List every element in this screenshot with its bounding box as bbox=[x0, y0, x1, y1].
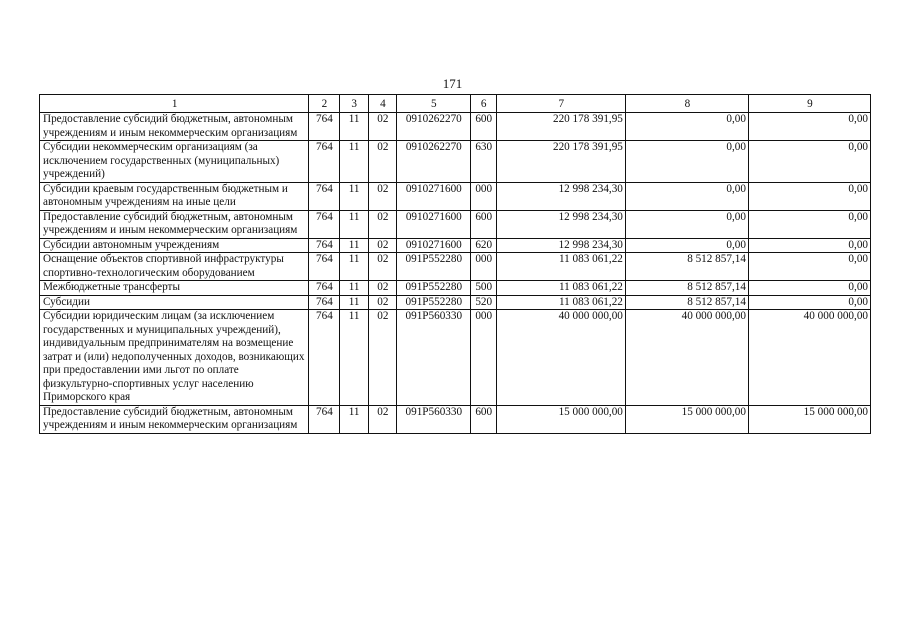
row-code-c6: 500 bbox=[470, 281, 496, 296]
table-row bbox=[40, 405, 871, 433]
row-code-c4: 02 bbox=[368, 253, 396, 281]
row-code-c4: 02 bbox=[368, 210, 396, 238]
column-header: 1 bbox=[40, 95, 309, 113]
row-code-c4: 02 bbox=[368, 310, 396, 406]
row-code-c6: 620 bbox=[470, 238, 496, 253]
row-code-c5: 0910271600 bbox=[396, 182, 470, 210]
row-name: Субсидии bbox=[40, 295, 309, 310]
row-name: Субсидии краевым государственным бюджетным и автономным учреждениям на иные цели bbox=[40, 182, 309, 210]
table-row bbox=[40, 182, 871, 210]
row-amount-c9: 0,00 bbox=[748, 210, 870, 238]
row-amount-c8: 40 000 000,00 bbox=[625, 310, 748, 406]
row-name: Предоставление субсидий бюджетным, автономным учреждениям и иным некоммерческим организациям bbox=[40, 113, 309, 141]
row-code-c3: 11 bbox=[339, 141, 368, 183]
row-amount-c9: 0,00 bbox=[748, 182, 870, 210]
row-code-c6: 000 bbox=[470, 253, 496, 281]
row-amount-c7: 11 083 061,22 bbox=[496, 281, 625, 296]
row-amount-c8: 0,00 bbox=[625, 238, 748, 253]
column-header: 2 bbox=[309, 95, 339, 113]
column-header: 3 bbox=[339, 95, 368, 113]
row-code-c4: 02 bbox=[368, 238, 396, 253]
row-code-c3: 11 bbox=[339, 310, 368, 406]
row-amount-c9: 0,00 bbox=[748, 253, 870, 281]
column-header: 7 bbox=[496, 95, 625, 113]
row-code-c2: 764 bbox=[309, 281, 339, 296]
row-amount-c7: 12 998 234,30 bbox=[496, 210, 625, 238]
row-name: Субсидии некоммерческим организациям (за исключением государственных (муниципальных) учреждений) bbox=[40, 141, 309, 183]
row-code-c6: 600 bbox=[470, 405, 496, 433]
row-code-c5: 0910262270 bbox=[396, 141, 470, 183]
row-code-c6: 000 bbox=[470, 310, 496, 406]
row-code-c4: 02 bbox=[368, 405, 396, 433]
row-code-c5: 091P552280 bbox=[396, 253, 470, 281]
column-header: 9 bbox=[748, 95, 870, 113]
budget-table bbox=[39, 94, 871, 434]
row-amount-c9: 0,00 bbox=[748, 295, 870, 310]
row-amount-c8: 0,00 bbox=[625, 113, 748, 141]
row-code-c2: 764 bbox=[309, 238, 339, 253]
row-amount-c9: 40 000 000,00 bbox=[748, 310, 870, 406]
row-amount-c7: 11 083 061,22 bbox=[496, 253, 625, 281]
row-code-c5: 091P552280 bbox=[396, 295, 470, 310]
row-code-c4: 02 bbox=[368, 281, 396, 296]
row-code-c5: 0910271600 bbox=[396, 238, 470, 253]
row-amount-c7: 40 000 000,00 bbox=[496, 310, 625, 406]
row-amount-c7: 12 998 234,30 bbox=[496, 238, 625, 253]
row-code-c3: 11 bbox=[339, 281, 368, 296]
row-code-c2: 764 bbox=[309, 141, 339, 183]
row-amount-c8: 8 512 857,14 bbox=[625, 281, 748, 296]
row-code-c6: 520 bbox=[470, 295, 496, 310]
row-code-c2: 764 bbox=[309, 310, 339, 406]
row-code-c6: 600 bbox=[470, 210, 496, 238]
row-code-c3: 11 bbox=[339, 182, 368, 210]
row-amount-c7: 220 178 391,95 bbox=[496, 113, 625, 141]
table-row bbox=[40, 210, 871, 238]
row-code-c3: 11 bbox=[339, 238, 368, 253]
row-name: Субсидии автономным учреждениям bbox=[40, 238, 309, 253]
row-code-c2: 764 bbox=[309, 253, 339, 281]
row-amount-c8: 8 512 857,14 bbox=[625, 295, 748, 310]
row-amount-c8: 8 512 857,14 bbox=[625, 253, 748, 281]
row-code-c2: 764 bbox=[309, 210, 339, 238]
row-code-c5: 091P560330 bbox=[396, 405, 470, 433]
row-code-c5: 091P560330 bbox=[396, 310, 470, 406]
row-code-c6: 000 bbox=[470, 182, 496, 210]
row-name: Субсидии юридическим лицам (за исключением государственных и муниципальных учреждений), индивидуальным предпринимателям на возмещение затрат и (или) недополученных доходов, возникающих при предоставлении ими льгот по оплате физкультурно-спортивных услуг населению Приморского края bbox=[40, 310, 309, 406]
table-row bbox=[40, 238, 871, 253]
row-amount-c8: 0,00 bbox=[625, 182, 748, 210]
row-amount-c8: 0,00 bbox=[625, 141, 748, 183]
column-header: 6 bbox=[470, 95, 496, 113]
row-code-c2: 764 bbox=[309, 113, 339, 141]
row-code-c6: 630 bbox=[470, 141, 496, 183]
table-row bbox=[40, 141, 871, 183]
row-code-c5: 0910262270 bbox=[396, 113, 470, 141]
row-amount-c7: 15 000 000,00 bbox=[496, 405, 625, 433]
table-row bbox=[40, 113, 871, 141]
column-header: 4 bbox=[368, 95, 396, 113]
row-name: Оснащение объектов спортивной инфраструктуры спортивно-технологическим оборудованием bbox=[40, 253, 309, 281]
row-name: Межбюджетные трансферты bbox=[40, 281, 309, 296]
row-name: Предоставление субсидий бюджетным, автономным учреждениям и иным некоммерческим организациям bbox=[40, 210, 309, 238]
row-amount-c7: 220 178 391,95 bbox=[496, 141, 625, 183]
row-code-c4: 02 bbox=[368, 295, 396, 310]
row-code-c2: 764 bbox=[309, 295, 339, 310]
table-row bbox=[40, 310, 871, 406]
row-amount-c8: 0,00 bbox=[625, 210, 748, 238]
row-code-c3: 11 bbox=[339, 113, 368, 141]
row-code-c5: 0910271600 bbox=[396, 210, 470, 238]
column-header: 5 bbox=[396, 95, 470, 113]
table-row bbox=[40, 281, 871, 296]
row-code-c2: 764 bbox=[309, 405, 339, 433]
row-code-c4: 02 bbox=[368, 141, 396, 183]
column-header: 8 bbox=[625, 95, 748, 113]
row-code-c5: 091P552280 bbox=[396, 281, 470, 296]
table-row bbox=[40, 253, 871, 281]
row-amount-c7: 12 998 234,30 bbox=[496, 182, 625, 210]
row-amount-c9: 0,00 bbox=[748, 113, 870, 141]
row-code-c6: 600 bbox=[470, 113, 496, 141]
row-amount-c9: 15 000 000,00 bbox=[748, 405, 870, 433]
row-code-c4: 02 bbox=[368, 182, 396, 210]
row-code-c3: 11 bbox=[339, 295, 368, 310]
row-name: Предоставление субсидий бюджетным, автономным учреждениям и иным некоммерческим организациям bbox=[40, 405, 309, 433]
table-row bbox=[40, 295, 871, 310]
row-amount-c7: 11 083 061,22 bbox=[496, 295, 625, 310]
page-number: 171 bbox=[442, 76, 463, 91]
row-code-c4: 02 bbox=[368, 113, 396, 141]
row-amount-c9: 0,00 bbox=[748, 238, 870, 253]
row-code-c3: 11 bbox=[339, 210, 368, 238]
row-code-c2: 764 bbox=[309, 182, 339, 210]
row-amount-c9: 0,00 bbox=[748, 281, 870, 296]
row-code-c3: 11 bbox=[339, 253, 368, 281]
header-row bbox=[40, 95, 871, 113]
row-code-c3: 11 bbox=[339, 405, 368, 433]
row-amount-c8: 15 000 000,00 bbox=[625, 405, 748, 433]
row-amount-c9: 0,00 bbox=[748, 141, 870, 183]
